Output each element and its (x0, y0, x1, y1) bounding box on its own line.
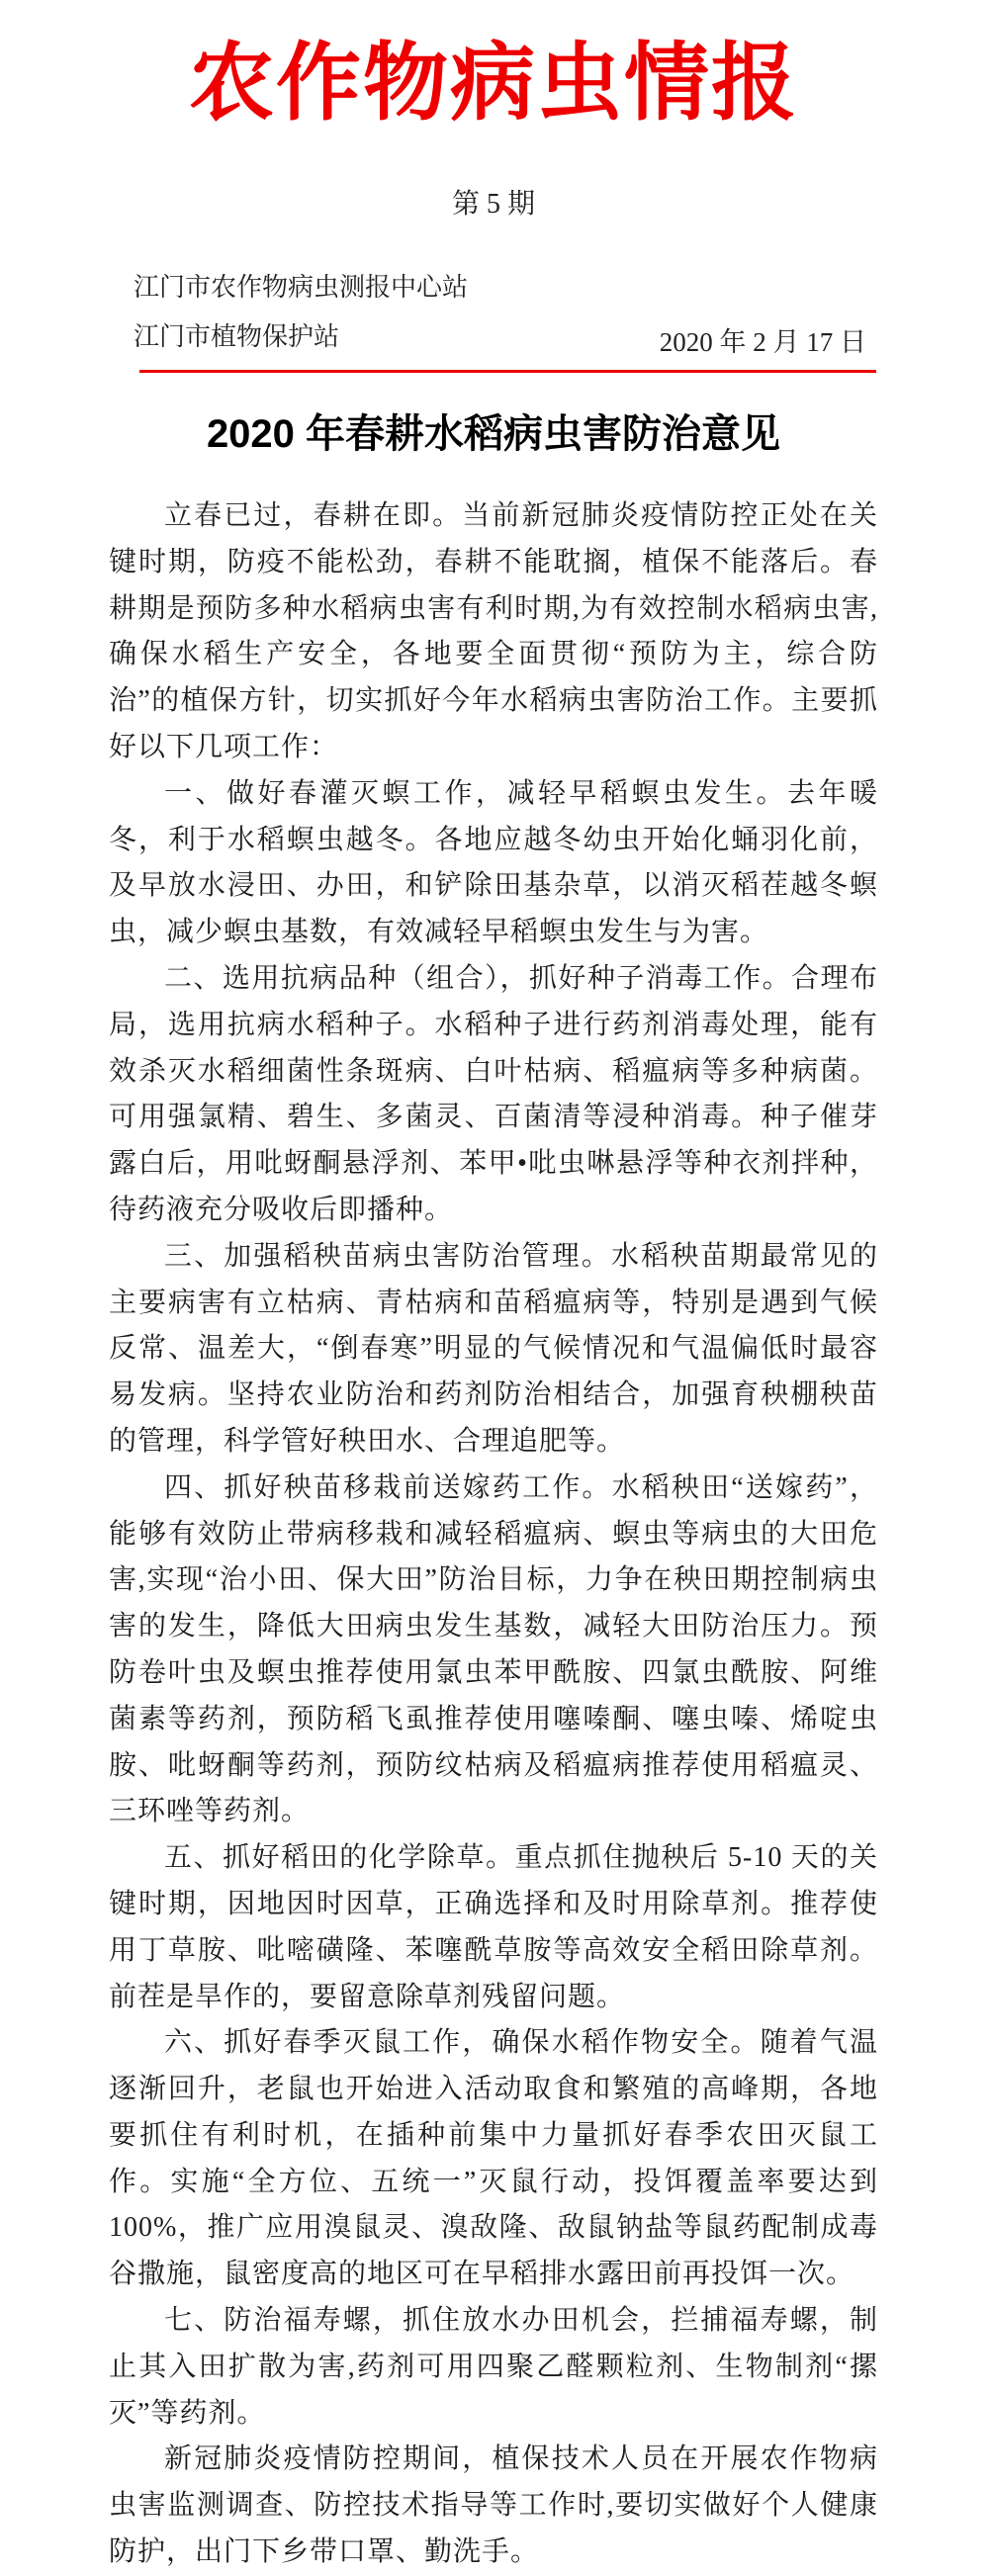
issue-number: 第 5 期 (451, 189, 535, 220)
body-paragraph: 新冠肺炎疫情防控期间，植保技术人员在开展农作物病虫害监测调查、防控技术指导等工作时,要切实做好个人健康防护，出门下乡带口罩、勤洗手。 (109, 2443, 878, 2568)
publish-date: 2020 年 2 月 17 日 (659, 327, 866, 357)
body-paragraph: 二、选用抗病品种（组合），抓好种子消毒工作。合理布局，选用抗病水稻种子。水稻种子进行药剂消毒处理，能有效杀灭水稻细菌性条斑病、白叶枯病、稻瘟病等多种病菌。可用强氯精、碧生、多菌灵、百菌清等浸种消毒。种子催芽露白后，用吡蚜酮悬浮剂、苯甲•吡虫啉悬浮等种衣剂拌种，待药液充分吸收后即播种。 (109, 962, 878, 1225)
body-paragraph: 立春已过，春耕在即。当前新冠肺炎疫情防控正处在关键时期，防疫不能松劲，春耕不能耽搁，植保不能落后。春耕期是预防多种水稻病虫害有利时期,为有效控制水稻病虫害,确保水稻生产安全，各地要全面贯彻“预防为主，综合防治”的植保方针，切实抓好今年水稻病虫害防治工作。主要抓好以下几项工作： (109, 500, 878, 762)
issuing-orgs (109, 263, 468, 362)
divider-line (139, 370, 876, 373)
org-name-primary: 江门市农作物病虫测报中心站 (134, 273, 469, 302)
document-title: 2020 年春耕水稻病虫害防治意见 (206, 412, 781, 456)
org-name-secondary: 江门市植物保护站 (134, 322, 340, 351)
masthead-title: 农作物病虫情报 (189, 36, 798, 131)
masthead-row (109, 263, 878, 362)
body-paragraph: 一、做好春灌灭螟工作，减轻早稻螟虫发生。去年暖冬，利于水稻螟虫越冬。各地应越冬幼虫开始化蛹羽化前，及早放水浸田、办田，和铲除田基杂草，以消灭稻茬越冬螟虫，减少螟虫基数，有效减轻早稻螟虫发生与为害。 (109, 777, 878, 948)
document-body (109, 493, 878, 2576)
body-paragraph: 七、防治福寿螺，抓住放水办田机会，拦捕福寿螺，制止其入田扩散为害,药剂可用四聚乙醛颗粒剂、生物制剂“摞灭”等药剂。 (109, 2305, 878, 2429)
body-paragraph: 五、抓好稻田的化学除草。重点抓住抛秧后 5-10 天的关键时期，因地因时因草，正确选择和及时用除草剂。推荐使用丁草胺、吡嘧磺隆、苯噻酰草胺等高效安全稻田除草剂。前茬是旱作的，要留意除草剂残留问题。 (109, 1842, 878, 2012)
bulletin-page (0, 30, 989, 2568)
body-paragraph: 六、抓好春季灭鼠工作，确保水稻作物安全。随着气温逐渐回升，老鼠也开始进入活动取食和繁殖的高峰期，各地要抓住有利时机，在插种前集中力量抓好春季农田灭鼠工作。实施“全方位、五统一”灭鼠行动，投饵覆盖率要达到 100%，推广应用溴鼠灵、溴敌隆、敌鼠钠盐等鼠药配制成毒谷撒施，鼠密度高的地区可在早稻排水露田前再投饵一次。 (109, 2027, 878, 2290)
body-paragraph: 三、加强稻秧苗病虫害防治管理。水稻秧苗期最常见的主要病害有立枯病、青枯病和苗稻瘟病等，特别是遇到气候反常、温差大，“倒春寒”明显的气候情况和气温偏低时最容易发病。坚持农业防治和药剂防治相结合，加强育秧棚秧苗的管理，科学管好秧田水、合理追肥等。 (109, 1240, 878, 1457)
body-paragraph: 四、抓好秧苗移栽前送嫁药工作。水稻秧田“送嫁药”，能够有效防止带病移栽和减轻稻瘟病、螟虫等病虫的大田危害,实现“治小田、保大田”防治目标，力争在秧田期控制病虫害的发生，降低大田病虫发生基数，减轻大田防治压力。预防卷叶虫及螟虫推荐使用氯虫苯甲酰胺、四氯虫酰胺、阿维菌素等药剂，预防稻飞虱推荐使用噻嗪酮、噻虫嗪、烯啶虫胺、吡蚜酮等药剂，预防纹枯病及稻瘟病推荐使用稻瘟灵、三环唑等药剂。 (109, 1471, 878, 1827)
